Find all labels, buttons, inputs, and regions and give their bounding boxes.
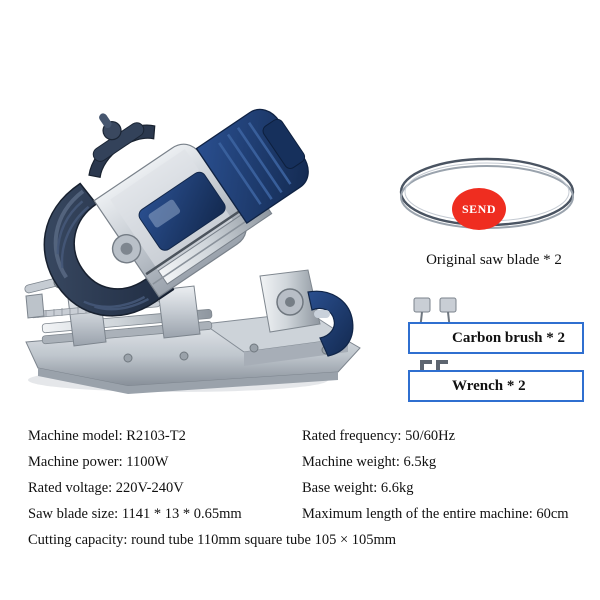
- specifications-block: [0, 428, 600, 578]
- saw-blade-caption: Original saw blade * 2: [426, 252, 562, 268]
- carbon-brush-label-box: [408, 322, 584, 354]
- band-saw-product-illustration: [8, 80, 388, 420]
- spec-base-weight: Base weight: 6.6kg: [302, 480, 414, 496]
- spec-saw-blade-size: Saw blade size: 1141 * 13 * 0.65mm: [28, 506, 242, 522]
- spec-rated-voltage: Rated voltage: 220V-240V: [28, 480, 184, 496]
- spec-cutting-capacity: Cutting capacity: round tube 110mm square tube 105 × 105mm: [28, 532, 397, 548]
- send-badge: SEND: [452, 188, 506, 230]
- wrench-label-box: [408, 370, 584, 402]
- spec-rated-frequency: Rated frequency: 50/60Hz: [302, 428, 456, 444]
- spec-machine-power: Machine power: 1100W: [28, 454, 169, 470]
- spec-machine-model: Machine model: R2103-T2: [28, 428, 186, 444]
- spec-maximum-length: Maximum length of the entire machine: 60cm: [302, 506, 569, 522]
- spec-machine-weight: Machine weight: 6.5kg: [302, 454, 437, 470]
- wrench-label: Wrench * 2: [452, 377, 526, 394]
- carbon-brush-label: Carbon brush * 2: [452, 329, 565, 346]
